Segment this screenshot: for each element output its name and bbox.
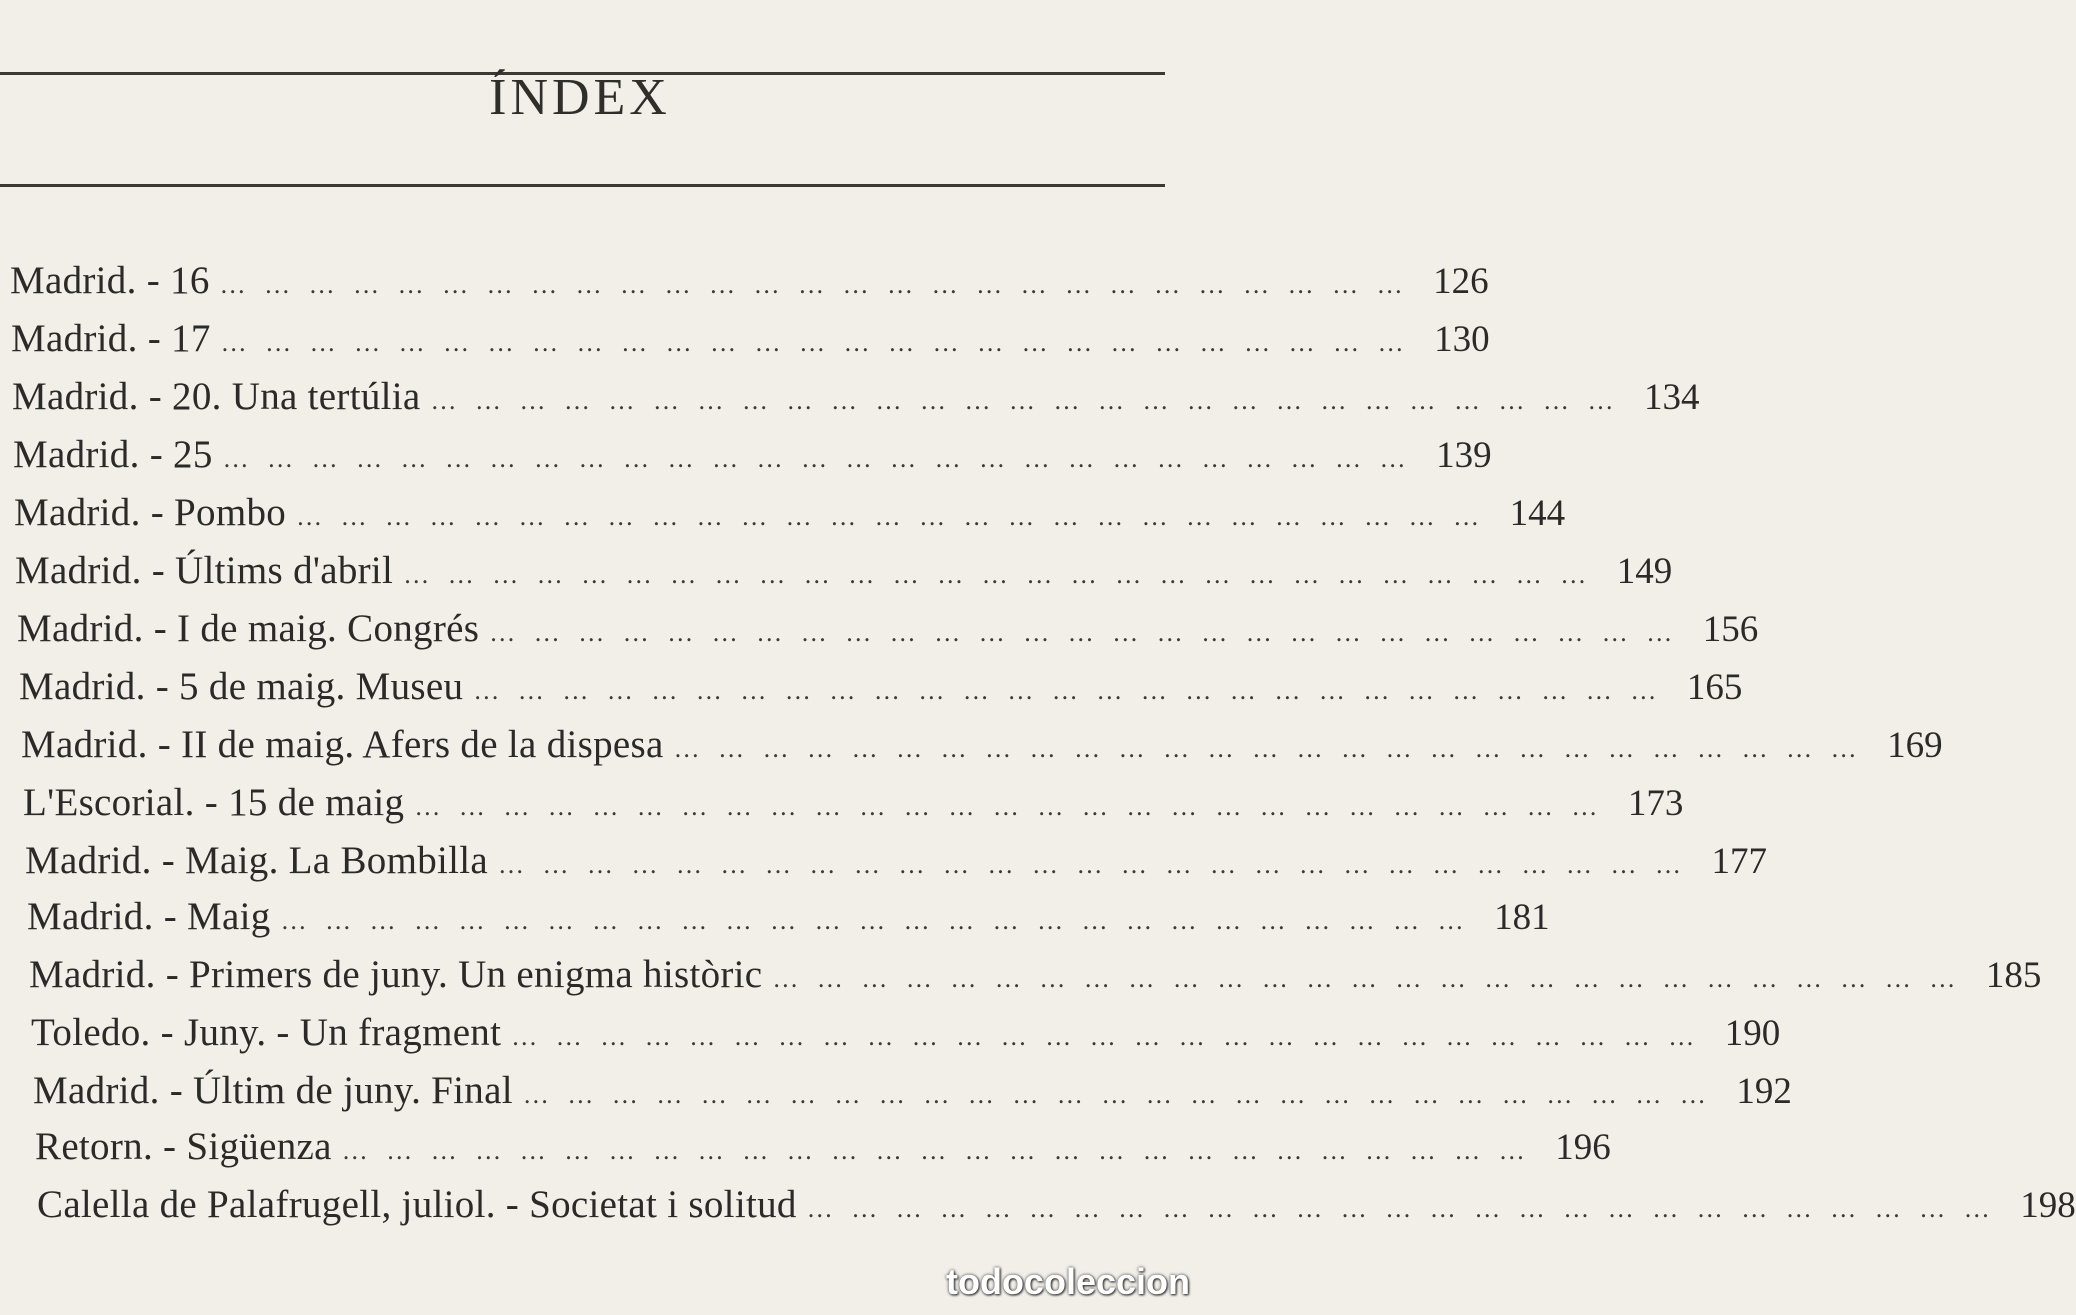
index-entry	[13, 432, 1492, 484]
entry-page: 126	[1433, 261, 1489, 302]
dot-leader: … … … … … … … … … … … … … … … … … … … … … … … … … … …	[414, 792, 1604, 821]
entry-page: 190	[1724, 1013, 1781, 1054]
index-entry	[15, 548, 1673, 600]
entry-page: 185	[1985, 955, 2042, 996]
entry-title: Madrid. - 20. Una tertúlia	[12, 375, 421, 418]
entry-title: Madrid. - Últims d'abril	[15, 549, 394, 592]
dot-leader: … … … … … … … … … … … … … … … … … … … … … … … … … … …	[222, 444, 1412, 473]
entry-title: L'Escorial. - 15 de maig	[23, 781, 405, 824]
index-entry	[17, 606, 1759, 658]
index-entry	[33, 1068, 1792, 1120]
entry-title: Calella de Palafrugell, juliol. - Societat i solitud	[37, 1183, 797, 1226]
entry-title: Madrid. - I de maig. Congrés	[17, 607, 480, 650]
entry-page: 177	[1711, 841, 1768, 882]
entry-page: 173	[1627, 783, 1684, 824]
entry-page: 144	[1509, 493, 1566, 534]
index-entry	[29, 952, 2042, 1004]
entry-page: 192	[1736, 1071, 1792, 1112]
entry-page: 169	[1887, 725, 1943, 766]
index-entry	[10, 258, 1489, 310]
index-entry	[27, 894, 1550, 946]
dot-leader: … … … … … … … … … … … … … … … … … … … … … … … … … … …	[219, 270, 1409, 299]
dot-leader: … … … … … … … … … … … … … … … … … … … … … … … … … … …	[341, 1136, 1531, 1165]
entry-page: 198	[2020, 1185, 2076, 1226]
entry-page: 130	[1434, 319, 1490, 360]
entry-title: Madrid. - Pombo	[14, 491, 287, 534]
dot-leader: … … … … … … … … … … … … … … … … … … … … … … … … … … …	[498, 850, 1688, 879]
index-entry	[31, 1010, 1781, 1062]
dot-leader: … … … … … … … … … … … … … … … … … … … … … … … … … … …	[489, 618, 1679, 647]
index-entry	[11, 316, 1490, 368]
entry-page: 181	[1494, 897, 1550, 938]
entry-title: Toledo. - Juny. - Un fragment	[31, 1011, 502, 1054]
entry-title: Madrid. - Primers de juny. Un enigma històric	[29, 953, 763, 996]
entry-page: 134	[1644, 377, 1700, 418]
entry-title: Madrid. - 17	[11, 317, 211, 360]
dot-leader: … … … … … … … … … … … … … … … … … … … … … … … … … … …	[473, 676, 1663, 705]
index-entry	[14, 490, 1566, 542]
index-entry	[37, 1182, 2076, 1234]
entry-page: 156	[1702, 609, 1759, 650]
index-entry	[19, 664, 1743, 716]
entry-title: Madrid. - 16	[10, 259, 210, 302]
entry-title: Madrid. - 5 de maig. Museu	[19, 665, 464, 708]
entry-title: Madrid. - Maig. La Bombilla	[25, 839, 489, 882]
dot-leader: … … … … … … … … … … … … … … … … … … … … … … … … … … …	[296, 502, 1486, 531]
index-entry	[35, 1124, 1611, 1176]
index-entry	[25, 838, 1768, 890]
entry-title: Madrid. - 25	[13, 433, 213, 476]
index-entry	[23, 780, 1684, 832]
watermark-text: todocoleccion	[945, 1261, 1190, 1302]
dot-leader: … … … … … … … … … … … … … … … … … … … … … … … … … … …	[280, 906, 1470, 935]
entry-page: 149	[1616, 551, 1673, 592]
entry-page: 196	[1555, 1127, 1611, 1168]
dot-leader: … … … … … … … … … … … … … … … … … … … … … … … … … … …	[772, 964, 1962, 993]
dot-leader: … … … … … … … … … … … … … … … … … … … … … … … … … … …	[403, 560, 1593, 589]
dot-leader: … … … … … … … … … … … … … … … … … … … … … … … … … … …	[511, 1022, 1701, 1051]
index-entry	[12, 374, 1700, 426]
entry-title: Madrid. - Últim de juny. Final	[33, 1069, 513, 1112]
dot-leader: … … … … … … … … … … … … … … … … … … … … … … … … … … …	[806, 1194, 1996, 1223]
index-entry	[21, 722, 1943, 774]
dot-leader: … … … … … … … … … … … … … … … … … … … … … … … … … … …	[220, 328, 1410, 357]
dot-leader: … … … … … … … … … … … … … … … … … … … … … … … … … … …	[430, 386, 1620, 415]
entry-title: Madrid. - II de maig. Afers de la dispesa	[21, 723, 664, 766]
entry-page: 165	[1686, 667, 1743, 708]
dot-leader: … … … … … … … … … … … … … … … … … … … … … … … … … … …	[673, 734, 1863, 763]
site-watermark	[946, 1261, 1190, 1303]
entry-title: Retorn. - Sigüenza	[35, 1125, 332, 1168]
dot-leader: … … … … … … … … … … … … … … … … … … … … … … … … … … …	[522, 1080, 1712, 1109]
page-title: ÍNDEX	[489, 69, 671, 126]
entry-title: Madrid. - Maig	[27, 895, 271, 938]
bottom-rule	[0, 184, 1165, 187]
entry-page: 139	[1436, 435, 1492, 476]
